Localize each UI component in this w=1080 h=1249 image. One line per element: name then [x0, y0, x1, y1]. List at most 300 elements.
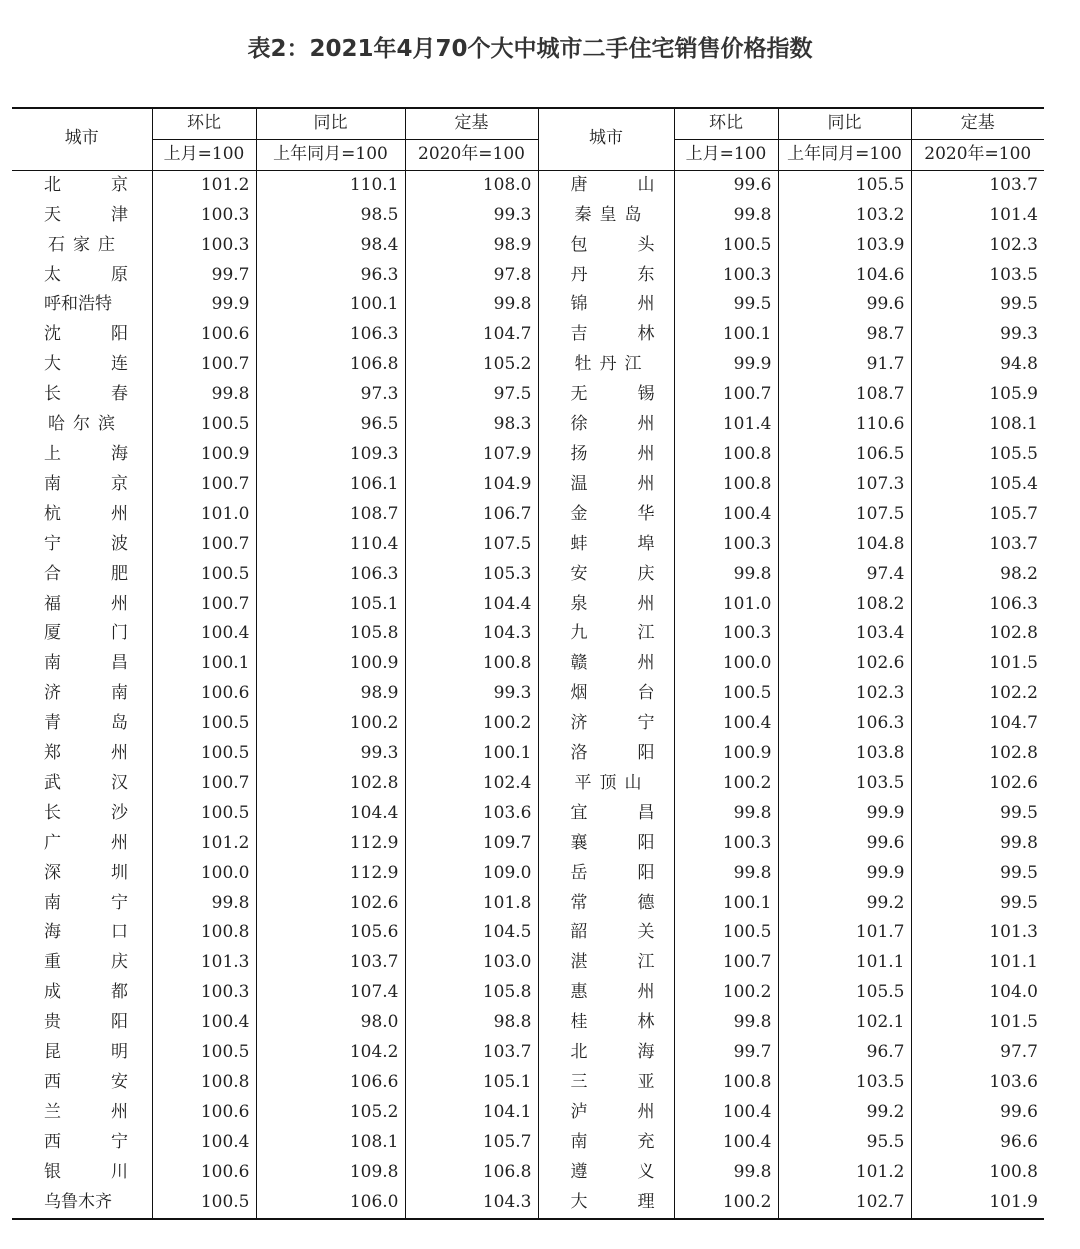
yoy-cell-right: 103.5: [778, 769, 911, 799]
city-cell-left: 郑州: [44, 743, 178, 764]
fixed-cell-left: 104.3: [405, 1188, 538, 1219]
yoy-cell-left: 99.3: [256, 739, 405, 769]
mom-cell-right: 100.1: [674, 320, 778, 350]
table-row: [12, 170, 1044, 200]
yoy-cell-left: 107.4: [256, 978, 405, 1008]
city-cell-right: 南充: [538, 1128, 674, 1158]
city-cell-left: 太原: [44, 264, 178, 285]
mom-cell-left: 100.4: [152, 1008, 256, 1038]
fixed-cell-left: 107.5: [405, 530, 538, 560]
yoy-cell-right: 103.2: [778, 201, 911, 231]
fixed-cell-right: 99.5: [911, 799, 1044, 829]
city-cell-right: 蚌埠: [538, 530, 674, 560]
mom-cell-left: 101.3: [152, 948, 256, 978]
mom-cell-left: 100.5: [152, 410, 256, 440]
mom-cell-left: 100.6: [152, 679, 256, 709]
city-cell-left: 深圳: [44, 862, 178, 883]
city-cell-left: 南京: [44, 473, 178, 494]
yoy-cell-left: 98.4: [256, 231, 405, 261]
table-row: [12, 889, 1044, 919]
page-title: 表2：2021年4月70个大中城市二手住宅销售价格指数: [247, 36, 813, 62]
yoy-cell-right: 91.7: [778, 350, 911, 380]
mom-cell-right: 99.8: [674, 1008, 778, 1038]
table-row: [12, 1038, 1044, 1068]
city-cell-left: 石家庄: [48, 234, 123, 255]
yoy-cell-right: 106.3: [778, 709, 911, 739]
price-index-table: [12, 107, 1044, 1220]
city-cell-right: 扬州: [538, 440, 674, 470]
city-cell-left: 银川: [44, 1161, 178, 1182]
fixed-cell-right: 105.4: [911, 470, 1044, 500]
mom-cell-right: 100.3: [674, 829, 778, 859]
mom-cell-left: 100.7: [152, 350, 256, 380]
city-cell-left: 南昌: [44, 653, 178, 674]
yoy-cell-left: 112.9: [256, 829, 405, 859]
yoy-cell-right: 96.7: [778, 1038, 911, 1068]
mom-cell-left: 100.4: [152, 619, 256, 649]
fixed-cell-right: 106.3: [911, 590, 1044, 620]
fixed-cell-left: 108.0: [405, 170, 538, 200]
table-row: [12, 380, 1044, 410]
mom-cell-left: 100.7: [152, 590, 256, 620]
fixed-cell-left: 101.8: [405, 889, 538, 919]
header-fixed-left: 定基: [405, 108, 538, 139]
mom-cell-right: 99.8: [674, 1158, 778, 1188]
table-body: [12, 170, 1044, 1218]
yoy-cell-left: 109.8: [256, 1158, 405, 1188]
city-cell-right: 唐山: [538, 170, 674, 200]
city-cell-right: 温州: [538, 470, 674, 500]
header-mom-base-right: 上月=100: [674, 139, 778, 170]
fixed-cell-left: 106.8: [405, 1158, 538, 1188]
city-cell-right: 三亚: [538, 1068, 674, 1098]
header-fixed-base-left: 2020年=100: [405, 139, 538, 170]
table-row: [12, 679, 1044, 709]
mom-cell-left: 101.0: [152, 500, 256, 530]
mom-cell-left: 100.4: [152, 1128, 256, 1158]
mom-cell-right: 100.5: [674, 679, 778, 709]
header-yoy-right: 同比: [778, 108, 911, 139]
table-row: [12, 231, 1044, 261]
fixed-cell-left: 100.2: [405, 709, 538, 739]
fixed-cell-left: 104.5: [405, 918, 538, 948]
city-cell-right: 赣州: [538, 649, 674, 679]
city-cell-left: 北京: [44, 174, 178, 195]
city-cell-right: 丹东: [538, 261, 674, 291]
yoy-cell-left: 106.3: [256, 560, 405, 590]
yoy-cell-left: 102.6: [256, 889, 405, 919]
yoy-cell-left: 105.8: [256, 619, 405, 649]
fixed-cell-right: 101.5: [911, 649, 1044, 679]
table-row: [12, 201, 1044, 231]
fixed-cell-left: 98.3: [405, 410, 538, 440]
table-row: [12, 320, 1044, 350]
mom-cell-left: 101.2: [152, 829, 256, 859]
yoy-cell-left: 108.7: [256, 500, 405, 530]
city-cell-left: 广州: [44, 832, 178, 853]
mom-cell-left: 100.1: [152, 649, 256, 679]
mom-cell-left: 100.7: [152, 470, 256, 500]
mom-cell-right: 100.4: [674, 709, 778, 739]
table-row: [12, 1188, 1044, 1219]
yoy-cell-left: 97.3: [256, 380, 405, 410]
fixed-cell-right: 99.5: [911, 859, 1044, 889]
mom-cell-left: 100.5: [152, 799, 256, 829]
mom-cell-right: 100.4: [674, 1098, 778, 1128]
yoy-cell-right: 102.1: [778, 1008, 911, 1038]
fixed-cell-right: 105.5: [911, 440, 1044, 470]
fixed-cell-right: 105.9: [911, 380, 1044, 410]
mom-cell-left: 100.8: [152, 918, 256, 948]
city-cell-left: 西安: [44, 1072, 178, 1092]
yoy-cell-left: 112.9: [256, 859, 405, 889]
city-cell-right: 常德: [538, 889, 674, 919]
yoy-cell-right: 99.2: [778, 1098, 911, 1128]
yoy-cell-left: 96.5: [256, 410, 405, 440]
city-cell-left: 武汉: [44, 772, 178, 793]
city-cell-left: 沈阳: [44, 324, 178, 345]
city-cell-right: 宜昌: [538, 799, 674, 829]
mom-cell-left: 99.8: [152, 380, 256, 410]
fixed-cell-right: 102.8: [911, 739, 1044, 769]
city-cell-left: 重庆: [44, 952, 178, 973]
yoy-cell-right: 108.2: [778, 590, 911, 620]
mom-cell-right: 100.2: [674, 978, 778, 1008]
header-yoy-base-right: 上年同月=100: [778, 139, 911, 170]
fixed-cell-left: 104.4: [405, 590, 538, 620]
yoy-cell-right: 110.6: [778, 410, 911, 440]
fixed-cell-left: 100.8: [405, 649, 538, 679]
table-row: [12, 500, 1044, 530]
mom-cell-left: 100.5: [152, 1188, 256, 1219]
mom-cell-right: 100.4: [674, 1128, 778, 1158]
yoy-cell-right: 102.3: [778, 679, 911, 709]
yoy-cell-right: 103.4: [778, 619, 911, 649]
yoy-cell-right: 99.6: [778, 290, 911, 320]
table-row: [12, 978, 1044, 1008]
table-row: [12, 799, 1044, 829]
mom-cell-right: 99.9: [674, 350, 778, 380]
table-row: [12, 619, 1044, 649]
yoy-cell-right: 99.9: [778, 859, 911, 889]
mom-cell-right: 99.8: [674, 859, 778, 889]
mom-cell-left: 101.2: [152, 170, 256, 200]
table-row: [12, 590, 1044, 620]
yoy-cell-right: 103.8: [778, 739, 911, 769]
yoy-cell-left: 98.5: [256, 201, 405, 231]
yoy-cell-right: 107.5: [778, 500, 911, 530]
table-row: [12, 290, 1044, 320]
header-fixed-base-right: 2020年=100: [911, 139, 1044, 170]
city-cell-left: 海口: [44, 922, 178, 943]
mom-cell-right: 100.5: [674, 231, 778, 261]
mom-cell-right: 99.6: [674, 170, 778, 200]
city-cell-right: 平顶山: [538, 769, 674, 799]
mom-cell-right: 101.0: [674, 590, 778, 620]
table-row: [12, 1128, 1044, 1158]
mom-cell-right: 100.7: [674, 948, 778, 978]
fixed-cell-left: 105.7: [405, 1128, 538, 1158]
fixed-cell-left: 99.8: [405, 290, 538, 320]
fixed-cell-right: 101.4: [911, 201, 1044, 231]
yoy-cell-right: 102.6: [778, 649, 911, 679]
city-cell-right: 安庆: [538, 560, 674, 590]
table-row: [12, 948, 1044, 978]
city-cell-right: 金华: [538, 500, 674, 530]
mom-cell-left: 100.6: [152, 1158, 256, 1188]
fixed-cell-left: 103.6: [405, 799, 538, 829]
mom-cell-left: 99.8: [152, 889, 256, 919]
mom-cell-right: 100.8: [674, 470, 778, 500]
table-row: [12, 470, 1044, 500]
fixed-cell-left: 103.7: [405, 1038, 538, 1068]
city-cell-left: 南宁: [44, 892, 178, 913]
mom-cell-right: 100.8: [674, 440, 778, 470]
city-cell-right: 韶关: [538, 918, 674, 948]
yoy-cell-right: 105.5: [778, 978, 911, 1008]
yoy-cell-right: 101.1: [778, 948, 911, 978]
fixed-cell-right: 102.8: [911, 619, 1044, 649]
fixed-cell-right: 103.5: [911, 261, 1044, 291]
fixed-cell-right: 99.6: [911, 1098, 1044, 1128]
city-cell-left: 厦门: [44, 623, 178, 644]
city-cell-right: 九江: [538, 619, 674, 649]
table-row: [12, 530, 1044, 560]
city-cell-right: 秦皇岛: [538, 201, 674, 231]
mom-cell-left: 100.6: [152, 1098, 256, 1128]
yoy-cell-left: 109.3: [256, 440, 405, 470]
city-cell-right: 襄阳: [538, 829, 674, 859]
yoy-cell-left: 106.3: [256, 320, 405, 350]
fixed-cell-right: 103.7: [911, 170, 1044, 200]
fixed-cell-left: 103.0: [405, 948, 538, 978]
mom-cell-left: 100.5: [152, 560, 256, 590]
table-row: [12, 649, 1044, 679]
table-row: [12, 709, 1044, 739]
fixed-cell-left: 102.4: [405, 769, 538, 799]
fixed-cell-right: 99.5: [911, 290, 1044, 320]
yoy-cell-left: 98.0: [256, 1008, 405, 1038]
mom-cell-left: 100.8: [152, 1068, 256, 1098]
mom-cell-right: 100.3: [674, 261, 778, 291]
mom-cell-right: 100.2: [674, 769, 778, 799]
yoy-cell-left: 100.9: [256, 649, 405, 679]
city-cell-right: 徐州: [538, 410, 674, 440]
fixed-cell-right: 99.8: [911, 829, 1044, 859]
yoy-cell-left: 110.1: [256, 170, 405, 200]
yoy-cell-left: 102.8: [256, 769, 405, 799]
fixed-cell-right: 96.6: [911, 1128, 1044, 1158]
city-cell-right: 泸州: [538, 1098, 674, 1128]
mom-cell-right: 100.0: [674, 649, 778, 679]
table-row: [12, 440, 1044, 470]
header-mom-base-left: 上月=100: [152, 139, 256, 170]
fixed-cell-left: 109.0: [405, 859, 538, 889]
city-cell-left: 呼和浩特: [44, 294, 112, 315]
mom-cell-left: 100.7: [152, 769, 256, 799]
fixed-cell-left: 104.1: [405, 1098, 538, 1128]
fixed-cell-right: 108.1: [911, 410, 1044, 440]
yoy-cell-left: 98.9: [256, 679, 405, 709]
table-row: [12, 829, 1044, 859]
city-cell-right: 洛阳: [538, 739, 674, 769]
yoy-cell-left: 105.6: [256, 918, 405, 948]
yoy-cell-right: 99.2: [778, 889, 911, 919]
fixed-cell-right: 100.8: [911, 1158, 1044, 1188]
fixed-cell-right: 97.7: [911, 1038, 1044, 1068]
yoy-cell-right: 103.9: [778, 231, 911, 261]
mom-cell-left: 100.3: [152, 978, 256, 1008]
fixed-cell-right: 101.9: [911, 1188, 1044, 1219]
table-row: [12, 1158, 1044, 1188]
fixed-cell-right: 103.6: [911, 1068, 1044, 1098]
yoy-cell-left: 96.3: [256, 261, 405, 291]
yoy-cell-left: 106.8: [256, 350, 405, 380]
fixed-cell-right: 101.1: [911, 948, 1044, 978]
yoy-cell-right: 103.5: [778, 1068, 911, 1098]
city-cell-right: 湛江: [538, 948, 674, 978]
fixed-cell-right: 104.0: [911, 978, 1044, 1008]
fixed-cell-left: 98.9: [405, 231, 538, 261]
mom-cell-right: 100.1: [674, 889, 778, 919]
mom-cell-left: 100.7: [152, 530, 256, 560]
city-cell-right: 吉林: [538, 320, 674, 350]
yoy-cell-right: 97.4: [778, 560, 911, 590]
fixed-cell-left: 105.8: [405, 978, 538, 1008]
yoy-cell-left: 104.2: [256, 1038, 405, 1068]
fixed-cell-right: 102.2: [911, 679, 1044, 709]
header-mom-right: 环比: [674, 108, 778, 139]
city-cell-left: 上海: [44, 443, 178, 464]
yoy-cell-left: 103.7: [256, 948, 405, 978]
fixed-cell-right: 103.7: [911, 530, 1044, 560]
mom-cell-right: 100.8: [674, 1068, 778, 1098]
city-cell-right: 遵义: [538, 1158, 674, 1188]
city-cell-right: 北海: [538, 1038, 674, 1068]
fixed-cell-left: 104.7: [405, 320, 538, 350]
city-cell-left: 成都: [44, 982, 178, 1003]
mom-cell-right: 100.4: [674, 500, 778, 530]
yoy-cell-right: 99.6: [778, 829, 911, 859]
yoy-cell-right: 98.7: [778, 320, 911, 350]
city-cell-left: 哈尔滨: [48, 414, 123, 435]
city-cell-right: 泉州: [538, 590, 674, 620]
table-row: [12, 739, 1044, 769]
city-cell-left: 长沙: [44, 802, 178, 823]
city-cell-right: 无锡: [538, 380, 674, 410]
yoy-cell-right: 108.7: [778, 380, 911, 410]
table-row: [12, 410, 1044, 440]
mom-cell-right: 100.2: [674, 1188, 778, 1219]
fixed-cell-right: 101.3: [911, 918, 1044, 948]
fixed-cell-left: 105.1: [405, 1068, 538, 1098]
city-cell-right: 烟台: [538, 679, 674, 709]
fixed-cell-left: 99.3: [405, 679, 538, 709]
yoy-cell-right: 106.5: [778, 440, 911, 470]
yoy-cell-left: 104.4: [256, 799, 405, 829]
city-cell-left: 天津: [44, 204, 178, 225]
yoy-cell-left: 100.2: [256, 709, 405, 739]
fixed-cell-right: 102.6: [911, 769, 1044, 799]
yoy-cell-right: 102.7: [778, 1188, 911, 1219]
table-row: [12, 1098, 1044, 1128]
mom-cell-right: 99.8: [674, 799, 778, 829]
mom-cell-left: 100.3: [152, 201, 256, 231]
yoy-cell-right: 99.9: [778, 799, 911, 829]
city-cell-right: 惠州: [538, 978, 674, 1008]
yoy-cell-right: 101.7: [778, 918, 911, 948]
table-row: [12, 769, 1044, 799]
fixed-cell-right: 104.7: [911, 709, 1044, 739]
city-cell-left: 杭州: [44, 503, 178, 524]
yoy-cell-left: 100.1: [256, 290, 405, 320]
fixed-cell-left: 105.2: [405, 350, 538, 380]
fixed-cell-left: 105.3: [405, 560, 538, 590]
fixed-cell-right: 102.3: [911, 231, 1044, 261]
mom-cell-left: 99.7: [152, 261, 256, 291]
city-cell-left: 大连: [44, 354, 178, 375]
yoy-cell-right: 95.5: [778, 1128, 911, 1158]
mom-cell-right: 100.3: [674, 619, 778, 649]
city-cell-right: 济宁: [538, 709, 674, 739]
table-row: [12, 1068, 1044, 1098]
city-cell-left: 福州: [44, 593, 178, 614]
table-row: [12, 918, 1044, 948]
fixed-cell-left: 99.3: [405, 201, 538, 231]
table-row: [12, 560, 1044, 590]
yoy-cell-right: 105.5: [778, 170, 911, 200]
yoy-cell-left: 105.1: [256, 590, 405, 620]
city-cell-left: 昆明: [44, 1042, 178, 1063]
header-city-left: 城市: [12, 108, 152, 170]
fixed-cell-left: 104.9: [405, 470, 538, 500]
city-cell-left: 合肥: [44, 563, 178, 584]
city-cell-left: 济南: [44, 683, 178, 704]
yoy-cell-right: 104.8: [778, 530, 911, 560]
header-yoy-base-left: 上年同月=100: [256, 139, 405, 170]
mom-cell-right: 99.5: [674, 290, 778, 320]
mom-cell-left: 100.6: [152, 320, 256, 350]
header-mom-left: 环比: [152, 108, 256, 139]
mom-cell-right: 101.4: [674, 410, 778, 440]
city-cell-right: 锦州: [538, 290, 674, 320]
mom-cell-left: 100.5: [152, 1038, 256, 1068]
mom-cell-right: 100.9: [674, 739, 778, 769]
city-cell-left: 兰州: [44, 1101, 178, 1122]
city-cell-right: 岳阳: [538, 859, 674, 889]
fixed-cell-right: 99.5: [911, 889, 1044, 919]
fixed-cell-left: 100.1: [405, 739, 538, 769]
fixed-cell-right: 105.7: [911, 500, 1044, 530]
city-cell-left: 青岛: [44, 713, 178, 734]
table-row: [12, 1008, 1044, 1038]
city-cell-left: 长春: [44, 384, 178, 405]
yoy-cell-left: 106.0: [256, 1188, 405, 1219]
yoy-cell-left: 105.2: [256, 1098, 405, 1128]
table-row: [12, 350, 1044, 380]
yoy-cell-left: 106.1: [256, 470, 405, 500]
mom-cell-right: 100.7: [674, 380, 778, 410]
fixed-cell-right: 99.3: [911, 320, 1044, 350]
yoy-cell-right: 104.6: [778, 261, 911, 291]
yoy-cell-left: 108.1: [256, 1128, 405, 1158]
mom-cell-left: 100.3: [152, 231, 256, 261]
fixed-cell-right: 94.8: [911, 350, 1044, 380]
header-city-right: 城市: [538, 108, 674, 170]
yoy-cell-left: 110.4: [256, 530, 405, 560]
yoy-cell-right: 107.3: [778, 470, 911, 500]
city-cell-right: 桂林: [538, 1008, 674, 1038]
